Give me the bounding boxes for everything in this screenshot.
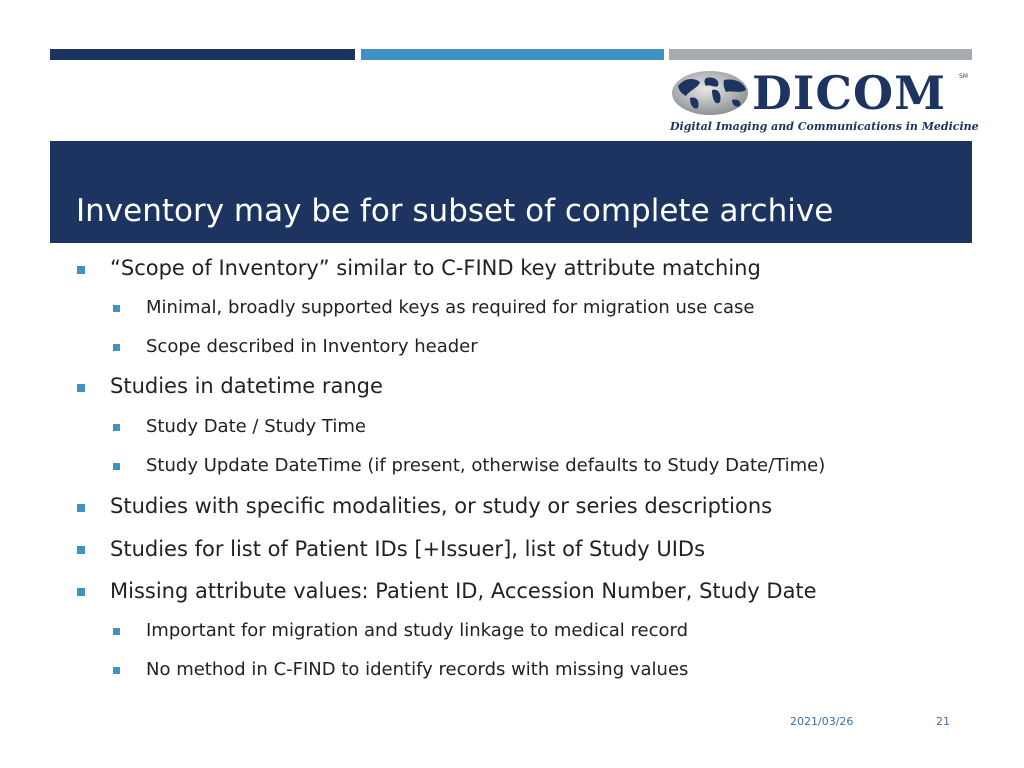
sub-bullet-marker-icon — [113, 424, 120, 431]
bullet-item: Studies with specific modalities, or study or series descriptions — [110, 494, 773, 518]
slide-title: Inventory may be for subset of complete archive — [76, 193, 834, 229]
sub-bullet-item: Scope described in Inventory header — [146, 336, 478, 357]
bullet-marker-icon — [77, 384, 85, 392]
logo-wordmark: DICOM — [752, 66, 947, 120]
sub-bullet-item: Study Update DateTime (if present, otherwise defaults to Study Date/Time) — [146, 455, 826, 476]
bullet-item: Studies for list of Patient IDs [+Issuer], list of Study UIDs — [110, 537, 706, 561]
bullet-marker-icon — [77, 588, 85, 596]
sub-bullet-marker-icon — [113, 628, 120, 635]
sub-bullet-marker-icon — [113, 667, 120, 674]
logo-tagline: Digital Imaging and Communications in Medicine — [670, 120, 979, 133]
logo-trademark: SM — [959, 73, 968, 80]
bullet-marker-icon — [77, 546, 85, 554]
sub-bullet-item: Minimal, broadly supported keys as required for migration use case — [146, 297, 755, 318]
sub-bullet-marker-icon — [113, 305, 120, 312]
bullet-item: Missing attribute values: Patient ID, Accession Number, Study Date — [110, 579, 817, 603]
sub-bullet-marker-icon — [113, 463, 120, 470]
sub-bullet-item: Study Date / Study Time — [146, 416, 366, 437]
sub-bullet-item: Important for migration and study linkage to medical record — [146, 620, 688, 641]
bullet-marker-icon — [77, 504, 85, 512]
bullet-marker-icon — [77, 266, 85, 274]
page-number: 21 — [936, 715, 950, 728]
sub-bullet-item: No method in C-FIND to identify records with missing values — [146, 659, 689, 680]
footer-date: 2021/03/26 — [790, 715, 854, 728]
sub-bullet-marker-icon — [113, 344, 120, 351]
bullet-item: Studies in datetime range — [110, 374, 383, 398]
bullet-item: “Scope of Inventory” similar to C-FIND key attribute matching — [110, 256, 761, 280]
